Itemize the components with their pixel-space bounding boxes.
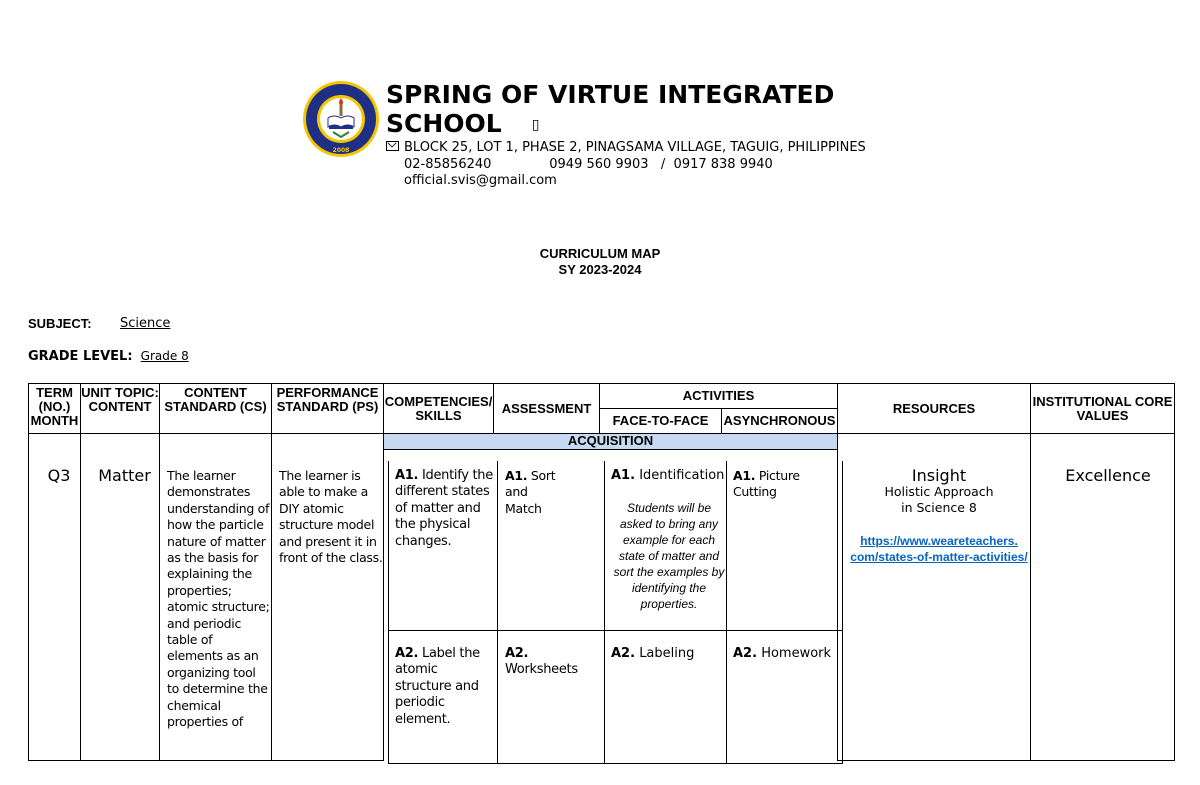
header-competencies: COMPETENCIES/ SKILLS — [384, 384, 494, 434]
a1-asynchronous: A1. Picture Cutting — [733, 468, 800, 500]
phone-mobile: 0949 560 9903 / 0917 838 9940 — [549, 157, 773, 172]
header-content-standard: CONTENT STANDARD (CS) — [160, 384, 272, 434]
envelope-icon — [386, 141, 399, 151]
header-unit-topic: UNIT TOPIC: CONTENT — [81, 384, 160, 434]
row-bottom-rule — [388, 763, 843, 764]
competency-left-rule — [388, 461, 389, 763]
header-asynchronous: ASYNCHRONOUS — [722, 409, 838, 434]
term-value: Q3 — [47, 466, 71, 485]
content-standard-text: The learner demonstrates understanding of how the particle nature of matter as the basis for explaining the properties; atomic structure; and periodic table of elements as an organizing tool to determine the chemical properties of — [167, 468, 270, 730]
activities-right-rule — [842, 461, 843, 763]
a2-asynchronous: A2. Homework — [733, 646, 832, 661]
header-term: TERM (NO.) MONTH — [29, 384, 81, 434]
address-text: BLOCK 25, LOT 1, PHASE 2, PINAGSAMA VILLAGE, TAGUIG, PHILIPPINES — [404, 140, 866, 155]
subject-label: SUBJECT: — [28, 316, 92, 331]
school-name — [386, 80, 866, 140]
subject-line — [28, 316, 171, 331]
school-year: SY 2023-2024 — [558, 262, 642, 277]
resources-line2: Holistic Approach — [884, 484, 994, 499]
subject-value: Science — [120, 316, 171, 331]
grade-level-value: Grade 8 — [140, 349, 189, 363]
phone-landline: 02-85856240 — [404, 157, 492, 172]
header-face-to-face: FACE-TO-FACE — [600, 409, 722, 434]
f2f-left-rule — [604, 461, 605, 763]
core-value-text: Excellence — [1065, 466, 1151, 485]
contact-block — [404, 157, 773, 189]
seal-year: 2008 — [332, 147, 350, 154]
school-address — [386, 140, 866, 156]
document-title — [0, 246, 1200, 278]
header-resources: RESOURCES — [838, 384, 1031, 434]
missing-glyph-icon: ▯ — [531, 116, 540, 133]
grade-level-line — [28, 349, 189, 364]
header-core-values: INSTITUTIONAL CORE VALUES — [1031, 384, 1175, 434]
resources-cell — [840, 460, 1038, 565]
a1-competency: A1. Identify the different states of matter and the physical changes. — [395, 468, 493, 549]
unit-topic-value: Matter — [98, 466, 151, 485]
a1-face-to-face: A1. Identification Students will be asked to bring any example for each state of matter and sort the examples by identifying the properties. — [607, 460, 731, 612]
school-name-line2: SCHOOL — [386, 109, 502, 138]
resources-title: Insight — [911, 466, 967, 485]
a2-assessment: A2. Worksheets — [505, 646, 578, 678]
row-divider — [388, 630, 843, 631]
resources-link[interactable]: https://www.weareteachers. com/states-of-matter-activities/ — [850, 534, 1028, 564]
school-name-line1: SPRING OF VIRTUE INTEGRATED — [386, 80, 835, 109]
header-performance-standard: PERFORMANCE STANDARD (PS) — [272, 384, 384, 434]
grade-level-label: GRADE LEVEL: — [28, 349, 133, 364]
school-seal-logo — [302, 80, 380, 158]
curriculum-map-title: CURRICULUM MAP — [539, 246, 661, 261]
a2-competency: A2. Label the atomic structure and periodic element. — [395, 646, 480, 727]
resources-line3: in Science 8 — [901, 500, 977, 515]
header-assessment: ASSESSMENT — [494, 384, 600, 434]
header-activities: ACTIVITIES — [600, 384, 838, 409]
a1-face-to-face-note: Students will be asked to bring any example for each state of matter and sort the examples by identifying the properties. — [613, 501, 725, 611]
section-acquisition: ACQUISITION — [384, 434, 838, 450]
email-address[interactable]: official.svis@gmail.com — [404, 173, 557, 188]
performance-standard-text: The learner is able to make a DIY atomic structure model and present it in front of the class. — [279, 468, 383, 566]
a2-face-to-face: A2. Labeling — [611, 646, 695, 661]
a1-assessment: A1. Sort and Match — [505, 468, 556, 516]
